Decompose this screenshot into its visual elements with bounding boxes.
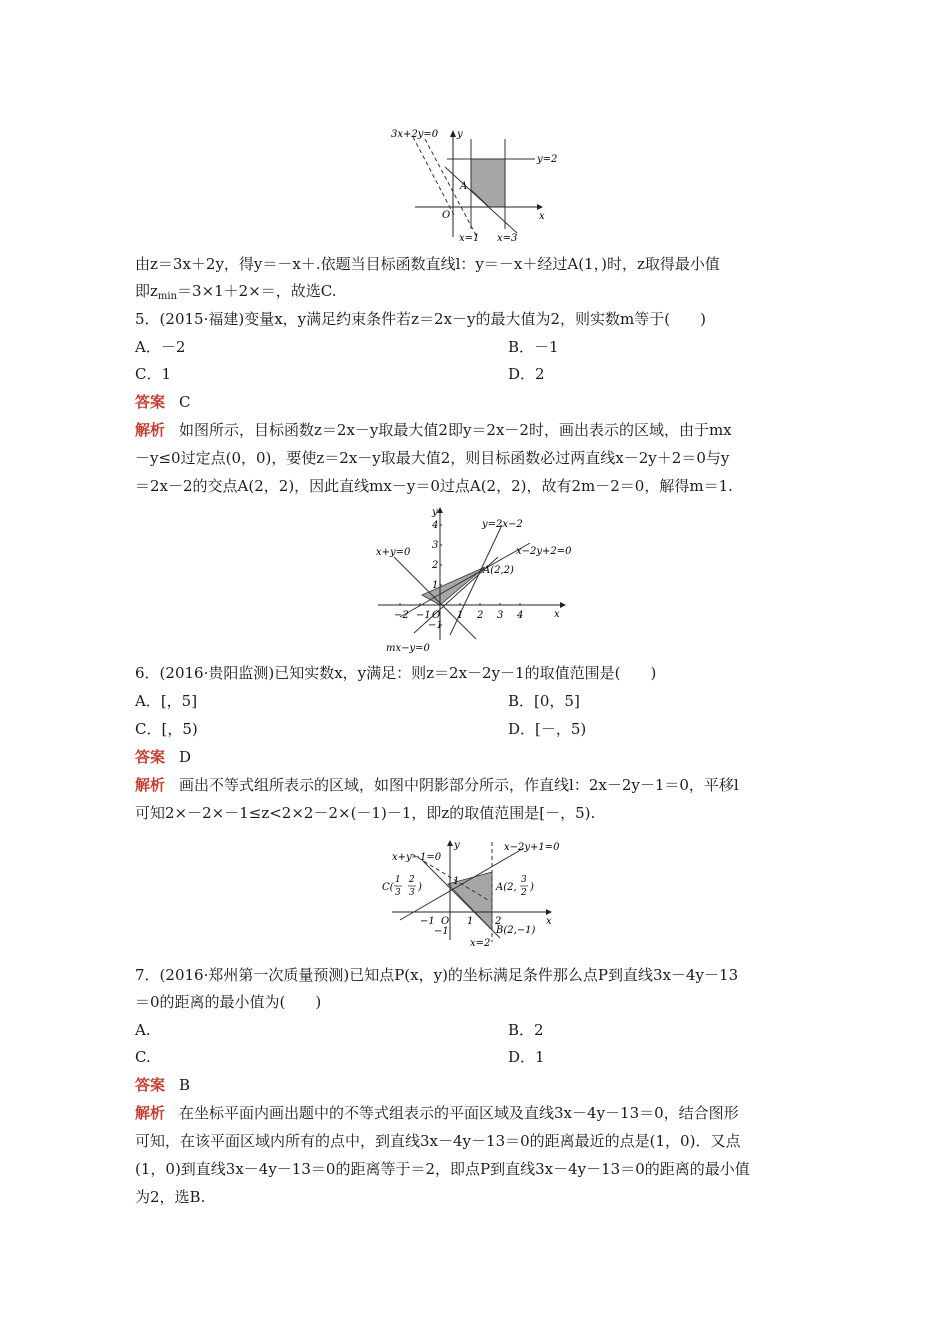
fig1-label-x: x (539, 211, 545, 222)
q5-stem: 5．(2015·福建)变量x，y满足约束条件若z＝2x－y的最大值为2，则实数m等于( ) (135, 310, 706, 328)
fig1-label-3x2y: 3x+2y=0 (391, 129, 439, 140)
fig2-xtick-4: 4 (517, 610, 524, 621)
fig3-label-c-x-num: 1 (395, 875, 401, 885)
fig3-label-x2y1: x−2y+1=0 (504, 842, 560, 853)
q6-option-b: B．[0，5] (508, 692, 580, 710)
fig2-label-mxy: mx−y=0 (386, 643, 430, 654)
figure-3 (378, 838, 578, 950)
fig3-ytick-1: 1 (453, 876, 460, 887)
fig3-label-c-x-den: 3 (395, 888, 401, 898)
q6-analysis-line-1 (135, 775, 825, 795)
q6-option-d: D．[－，5) (508, 720, 587, 738)
q5-option-c: C．1 (135, 365, 172, 383)
fig2-y-arrow (437, 507, 443, 513)
fig1-shaded-region (471, 159, 505, 207)
q7-stem-line-2: ＝0的距离的最小值为( ) (135, 993, 322, 1011)
fig3-xtick-m1: −1 (420, 916, 435, 927)
fig2-ytick-m1: −1 (428, 620, 443, 631)
fig2-label-O: O (432, 610, 441, 621)
fig3-xtick-1: 1 (467, 916, 474, 927)
q4-solution-line-1: 由z＝3x＋2y，得y＝－x＋.依题当目标函数直线l：y＝－x＋经过A(1，)时，z取得最小值 (135, 255, 720, 273)
fig2-xtick-m1: −1 (416, 610, 431, 621)
q6-analysis-text-1: 画出不等式组所表示的区域，如图中阴影部分所示，作直线l：2x－2y－1＝0，平移l (179, 776, 739, 794)
q6-stem: 6．(2016·贵阳监测)已知实数x，y满足：则z＝2x－2y－1的取值范围是( ) (135, 664, 657, 682)
fig2-label-A: A(2,2) (483, 565, 514, 576)
fig2-xtick-m2: −2 (394, 610, 409, 621)
fig3-ytick-m1: −1 (434, 926, 449, 937)
q5-answer-value: C (179, 393, 191, 411)
q6-answer (135, 747, 825, 767)
q5-analysis-line-1 (135, 420, 825, 440)
q6-option-c: C．[，5) (135, 720, 198, 738)
fig3-y-arrow (447, 840, 453, 846)
q7-analysis-line-2: 可知，在该平面区域内所有的点中，到直线3x－4y－13＝0的距离最近的点是(1，0)．又点 (135, 1132, 741, 1150)
fig3-label-B: B(2,−1) (496, 925, 536, 936)
q5-answer-label: 答案 (135, 393, 166, 411)
fig3-xtick-2: 2 (495, 916, 502, 927)
fig1-label-O: O (442, 210, 451, 221)
q5-analysis-line-2: －y≤0过定点(0，0)，要使z＝2x－y取最大值2，则目标函数必过两直线x－2y＋2＝0与y (135, 449, 730, 467)
q7-answer-label: 答案 (135, 1076, 166, 1094)
fig2-line-x2y2 (400, 543, 530, 617)
fig2-xtick-1: 1 (457, 610, 464, 621)
fig1-label-x3: x=3 (497, 233, 518, 244)
figure-2 (370, 505, 590, 655)
q7-option-b: B．2 (508, 1021, 544, 1039)
q4-solution-line-2 (135, 281, 825, 307)
fig3-label-x: x (546, 916, 552, 927)
fig3-label-A: A(2, (496, 882, 517, 893)
q7-answer-value: B (179, 1076, 191, 1094)
fig2-ytick-2: 2 (432, 560, 439, 571)
fig2-xtick-2: 2 (477, 610, 484, 621)
fig2-x-arrow (560, 602, 566, 608)
fig1-label-A: A (460, 181, 468, 192)
fig3-label-a-close: ) (530, 882, 534, 893)
fig2-label-x2y2: x−2y+2=0 (516, 546, 572, 557)
q6-option-a: A．[，5] (135, 692, 198, 710)
fig1-y-arrow (450, 130, 456, 137)
q7-analysis-line-4: 为2，选B. (135, 1188, 206, 1206)
fig3-label-c-y-den: 3 (409, 888, 415, 898)
fig2-ytick-4: 4 (432, 520, 439, 531)
fig2-label-y: y (432, 507, 438, 518)
q7-analysis-line-3: (1，0)到直线3x－4y－13＝0的距离等于＝2，即点P到直线3x－4y－13＝0的距离的最小值 (135, 1160, 750, 1178)
q7-analysis-label: 解析 (135, 1104, 166, 1122)
fig3-label-x2: x=2 (470, 938, 491, 949)
q7-analysis-text-1: 在坐标平面内画出题中的不等式组表示的平面区域及直线3x－4y－13＝0，结合图形 (179, 1104, 739, 1122)
fig1-line-3x2y-dashed-2 (413, 137, 455, 217)
figure-1 (385, 125, 565, 245)
fig2-ytick-3: 3 (432, 540, 439, 551)
fig2-ytick-1: 1 (432, 580, 439, 591)
q4-line2-sub: min (157, 291, 178, 302)
q6-answer-value: D (179, 748, 192, 766)
fig2-label-x: x (554, 609, 560, 620)
q5-option-b: B．－1 (508, 338, 559, 356)
fig3-x-arrow (546, 909, 552, 915)
q5-analysis-label: 解析 (135, 421, 166, 439)
q5-analysis-line-3: ＝2x－2的交点A(2，2)，因此直线mx－y＝0过点A(2，2)，故有2m－2＝0，解得m＝1. (135, 477, 733, 495)
q4-line2-post: ＝3×1＋2×＝，故选C. (177, 282, 337, 300)
fig3-label-c-close: ) (418, 882, 422, 893)
q7-answer (135, 1075, 825, 1095)
fig1-label-y2: y=2 (537, 154, 558, 165)
q4-line2-pre: 即z (135, 282, 158, 300)
q7-option-c: C. (135, 1048, 151, 1066)
q7-stem-line-1: 7．(2016·郑州第一次质量预测)已知点P(x，y)的坐标满足条件那么点P到直线3x－4y－13 (135, 966, 739, 984)
q5-answer (135, 392, 825, 412)
fig3-label-xy1: x+y−1=0 (392, 852, 442, 863)
fig3-label-y: y (454, 840, 460, 851)
q7-option-d: D．1 (508, 1048, 545, 1066)
fig1-line-3x2y-dashed (425, 139, 477, 237)
fig2-label-y2x2: y=2x−2 (482, 519, 523, 530)
fig2-label-xpy: x+y=0 (376, 547, 411, 558)
q5-option-a: A．－2 (135, 338, 186, 356)
q5-analysis-text-1: 如图所示，目标函数z＝2x－y取最大值2即y＝2x－2时，画出表示的区域，由于mx (179, 421, 732, 439)
fig3-label-C: C( (382, 882, 394, 893)
fig3-label-a-y-den: 2 (521, 888, 527, 898)
fig1-x-arrow (537, 204, 543, 210)
fig3-label-a-y-num: 3 (521, 875, 527, 885)
q5-option-d: D．2 (508, 365, 545, 383)
q6-answer-label: 答案 (135, 748, 166, 766)
fig3-label-c-y-num: 2 (409, 875, 415, 885)
fig1-label-x1: x=1 (459, 233, 480, 244)
q6-analysis-label: 解析 (135, 776, 166, 794)
fig3-label-O: O (441, 916, 450, 927)
q7-analysis-line-1 (135, 1103, 825, 1123)
fig1-label-y: y (457, 129, 463, 140)
q7-option-a: A. (135, 1021, 151, 1039)
fig2-xtick-3: 3 (497, 610, 504, 621)
q6-analysis-line-2: 可知2×－2×－1≤z<2×2－2×(－1)－1，即z的取值范围是[－，5). (135, 804, 596, 822)
